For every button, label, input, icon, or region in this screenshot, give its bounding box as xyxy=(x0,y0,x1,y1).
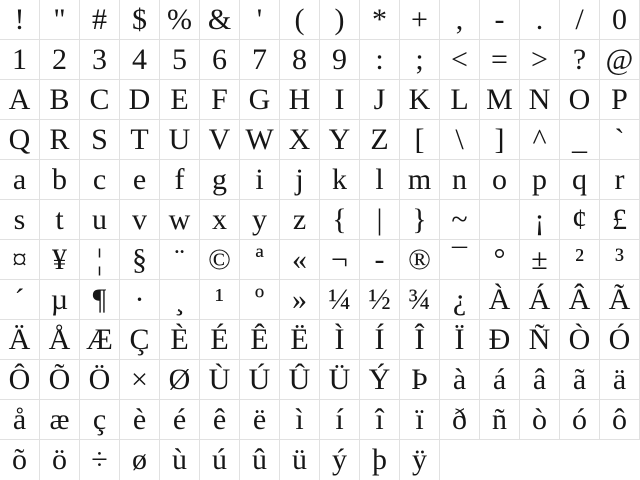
glyph-cell[interactable]: { xyxy=(320,200,360,240)
glyph-cell[interactable]: \ xyxy=(440,120,480,160)
glyph-cell[interactable]: C xyxy=(80,80,120,120)
glyph-cell[interactable]: D xyxy=(120,80,160,120)
glyph-cell[interactable]: > xyxy=(520,40,560,80)
glyph-cell[interactable]: ] xyxy=(480,120,520,160)
glyph-cell[interactable]: 8 xyxy=(280,40,320,80)
glyph-cell[interactable]: Ô xyxy=(0,360,40,400)
glyph-cell[interactable]: ¿ xyxy=(440,280,480,320)
glyph-cell[interactable]: 1 xyxy=(0,40,40,80)
glyph-cell[interactable]: i xyxy=(240,160,280,200)
glyph-cell[interactable]: Ö xyxy=(80,360,120,400)
glyph-cell[interactable]: c xyxy=(80,160,120,200)
glyph-cell[interactable]: ¸ xyxy=(160,280,200,320)
glyph-cell[interactable]: ã xyxy=(560,360,600,400)
glyph-cell[interactable]: & xyxy=(200,0,240,40)
glyph-cell[interactable]: Ý xyxy=(360,360,400,400)
empty-cell xyxy=(520,440,560,480)
empty-cell xyxy=(440,440,480,480)
empty-cell xyxy=(600,440,640,480)
glyph-cell[interactable]: I xyxy=(320,80,360,120)
glyph-cell[interactable]: À xyxy=(480,280,520,320)
glyph-cell[interactable]: Þ xyxy=(400,360,440,400)
glyph-cell[interactable]: ó xyxy=(560,400,600,440)
glyph-cell[interactable]: Ã xyxy=(600,280,640,320)
glyph-cell[interactable]: ¯ xyxy=(440,240,480,280)
glyph-cell[interactable]: è xyxy=(120,400,160,440)
glyph-cell[interactable]: à xyxy=(440,360,480,400)
glyph-cell[interactable]: ø xyxy=(120,440,160,480)
glyph-cell[interactable]: Ï xyxy=(440,320,480,360)
glyph-cell[interactable]: ê xyxy=(200,400,240,440)
glyph-cell[interactable]: j xyxy=(280,160,320,200)
glyph-cell[interactable]: ½ xyxy=(360,280,400,320)
glyph-cell[interactable]: Î xyxy=(400,320,440,360)
glyph-cell[interactable]: P xyxy=(600,80,640,120)
glyph-cell[interactable]: S xyxy=(80,120,120,160)
glyph-cell[interactable]: ª xyxy=(240,240,280,280)
glyph-cell[interactable]: f xyxy=(160,160,200,200)
glyph-cell[interactable]: p xyxy=(520,160,560,200)
glyph-cell[interactable]: w xyxy=(160,200,200,240)
glyph-cell[interactable]: ì xyxy=(280,400,320,440)
glyph-cell[interactable]: æ xyxy=(40,400,80,440)
glyph-cell[interactable]: ç xyxy=(80,400,120,440)
glyph-cell[interactable]: K xyxy=(400,80,440,120)
glyph-cell[interactable]: Á xyxy=(520,280,560,320)
glyph-cell[interactable]: © xyxy=(200,240,240,280)
glyph-cell[interactable]: = xyxy=(480,40,520,80)
glyph-cell[interactable]: Ü xyxy=(320,360,360,400)
glyph-cell[interactable]: Ä xyxy=(0,320,40,360)
glyph-cell[interactable]: ô xyxy=(600,400,640,440)
glyph-cell[interactable]: @ xyxy=(600,40,640,80)
glyph-cell[interactable]: Y xyxy=(320,120,360,160)
glyph-cell[interactable]: k xyxy=(320,160,360,200)
glyph-cell[interactable]: - xyxy=(360,240,400,280)
glyph-cell[interactable]: 0 xyxy=(600,0,640,40)
glyph-cell[interactable]: # xyxy=(80,0,120,40)
glyph-cell[interactable]: Ó xyxy=(600,320,640,360)
glyph-cell[interactable]: H xyxy=(280,80,320,120)
glyph-cell[interactable]: Ñ xyxy=(520,320,560,360)
glyph-cell[interactable]: R xyxy=(40,120,80,160)
glyph-cell[interactable]: ¥ xyxy=(40,240,80,280)
glyph-cell[interactable]: l xyxy=(360,160,400,200)
glyph-cell[interactable]: q xyxy=(560,160,600,200)
glyph-cell[interactable]: % xyxy=(160,0,200,40)
glyph-cell[interactable]: ¨ xyxy=(160,240,200,280)
glyph-cell[interactable]: ³ xyxy=(600,240,640,280)
glyph-cell[interactable]: F xyxy=(200,80,240,120)
glyph-cell[interactable]: < xyxy=(440,40,480,80)
glyph-cell[interactable]: â xyxy=(520,360,560,400)
glyph-cell[interactable]: ÷ xyxy=(80,440,120,480)
glyph-cell[interactable]: ò xyxy=(520,400,560,440)
glyph-cell[interactable]: T xyxy=(120,120,160,160)
glyph-cell[interactable]: ¬ xyxy=(320,240,360,280)
glyph-cell[interactable]: ë xyxy=(240,400,280,440)
glyph-cell[interactable]: ¾ xyxy=(400,280,440,320)
glyph-cell[interactable]: e xyxy=(120,160,160,200)
glyph-cell[interactable]: Æ xyxy=(80,320,120,360)
glyph-cell[interactable]: ý xyxy=(320,440,360,480)
glyph-cell[interactable]: ú xyxy=(200,440,240,480)
glyph-cell[interactable]: ü xyxy=(280,440,320,480)
glyph-cell[interactable]: Õ xyxy=(40,360,80,400)
glyph-cell[interactable]: Ë xyxy=(280,320,320,360)
glyph-cell[interactable]: x xyxy=(200,200,240,240)
glyph-cell[interactable]: B xyxy=(40,80,80,120)
glyph-cell[interactable]: Ì xyxy=(320,320,360,360)
glyph-cell[interactable]: ¶ xyxy=(80,280,120,320)
glyph-cell[interactable]: g xyxy=(200,160,240,200)
glyph-cell[interactable]: É xyxy=(200,320,240,360)
glyph-cell[interactable]: N xyxy=(520,80,560,120)
glyph-cell[interactable]: + xyxy=(400,0,440,40)
glyph-cell[interactable]: û xyxy=(240,440,280,480)
glyph-cell[interactable]: / xyxy=(560,0,600,40)
glyph-cell[interactable]: b xyxy=(40,160,80,200)
glyph-cell[interactable]: 6 xyxy=(200,40,240,80)
glyph-cell[interactable]: ä xyxy=(600,360,640,400)
glyph-cell[interactable]: ñ xyxy=(480,400,520,440)
glyph-cell[interactable]: V xyxy=(200,120,240,160)
glyph-cell[interactable]: Í xyxy=(360,320,400,360)
glyph-cell[interactable]: 5 xyxy=(160,40,200,80)
glyph-cell[interactable]: Û xyxy=(280,360,320,400)
glyph-cell[interactable]: : xyxy=(360,40,400,80)
glyph-cell[interactable]: ´ xyxy=(0,280,40,320)
glyph-cell[interactable]: î xyxy=(360,400,400,440)
glyph-cell[interactable]: ¦ xyxy=(80,240,120,280)
glyph-cell[interactable]: ^ xyxy=(520,120,560,160)
glyph-cell[interactable]: » xyxy=(280,280,320,320)
glyph-cell[interactable]: , xyxy=(440,0,480,40)
glyph-cell[interactable]: × xyxy=(120,360,160,400)
glyph-cell[interactable]: ~ xyxy=(440,200,480,240)
glyph-cell[interactable]: Ò xyxy=(560,320,600,360)
glyph-cell[interactable]: ' xyxy=(240,0,280,40)
glyph-cell[interactable]: L xyxy=(440,80,480,120)
glyph-cell[interactable]: ) xyxy=(320,0,360,40)
glyph-cell[interactable]: £ xyxy=(600,200,640,240)
glyph-cell[interactable]: 7 xyxy=(240,40,280,80)
glyph-cell[interactable]: · xyxy=(120,280,160,320)
glyph-cell[interactable]: - xyxy=(480,0,520,40)
glyph-cell[interactable]: . xyxy=(520,0,560,40)
glyph-cell[interactable]: z xyxy=(280,200,320,240)
glyph-cell[interactable]: 9 xyxy=(320,40,360,80)
glyph-cell[interactable]: ! xyxy=(0,0,40,40)
glyph-cell[interactable]: _ xyxy=(560,120,600,160)
glyph-cell[interactable]: n xyxy=(440,160,480,200)
empty-cell xyxy=(480,440,520,480)
glyph-cell[interactable]: ( xyxy=(280,0,320,40)
glyph-cell[interactable]: | xyxy=(360,200,400,240)
glyph-cell[interactable]: ; xyxy=(400,40,440,80)
glyph-cell[interactable]: m xyxy=(400,160,440,200)
glyph-cell[interactable]: 4 xyxy=(120,40,160,80)
glyph-cell[interactable]: ù xyxy=(160,440,200,480)
glyph-cell[interactable]: á xyxy=(480,360,520,400)
glyph-cell[interactable]: í xyxy=(320,400,360,440)
glyph-cell[interactable]: å xyxy=(0,400,40,440)
glyph-cell[interactable]: W xyxy=(240,120,280,160)
glyph-cell[interactable]: ¼ xyxy=(320,280,360,320)
glyph-cell[interactable]: X xyxy=(280,120,320,160)
glyph-cell[interactable]: 3 xyxy=(80,40,120,80)
glyph-cell[interactable]: Ç xyxy=(120,320,160,360)
glyph-cell[interactable]: ? xyxy=(560,40,600,80)
glyph-cell[interactable]: G xyxy=(240,80,280,120)
glyph-cell[interactable]: ° xyxy=(480,240,520,280)
glyph-cell[interactable]: } xyxy=(400,200,440,240)
glyph-cell[interactable]: Ú xyxy=(240,360,280,400)
glyph-cell[interactable]: ® xyxy=(400,240,440,280)
glyph-cell[interactable]: s xyxy=(0,200,40,240)
glyph-cell[interactable]: t xyxy=(40,200,80,240)
empty-cell xyxy=(560,440,600,480)
glyph-cell[interactable]: ² xyxy=(560,240,600,280)
glyph-cell[interactable]: M xyxy=(480,80,520,120)
glyph-cell[interactable]: ¤ xyxy=(0,240,40,280)
glyph-cell[interactable]: v xyxy=(120,200,160,240)
glyph-cell[interactable]: [ xyxy=(400,120,440,160)
glyph-cell[interactable]: Q xyxy=(0,120,40,160)
glyph-cell[interactable]: A xyxy=(0,80,40,120)
glyph-cell[interactable]: Ê xyxy=(240,320,280,360)
glyph-cell[interactable]: þ xyxy=(360,440,400,480)
glyph-cell[interactable]: Z xyxy=(360,120,400,160)
glyph-cell[interactable]: ¡ xyxy=(520,200,560,240)
glyph-cell[interactable]: u xyxy=(80,200,120,240)
glyph-cell[interactable]: Ð xyxy=(480,320,520,360)
glyph-cell[interactable]: Å xyxy=(40,320,80,360)
glyph-cell[interactable]: È xyxy=(160,320,200,360)
glyph-cell[interactable]: é xyxy=(160,400,200,440)
glyph-cell[interactable]: r xyxy=(600,160,640,200)
glyph-cell[interactable] xyxy=(480,200,520,240)
glyph-cell[interactable]: Â xyxy=(560,280,600,320)
glyph-cell[interactable]: ð xyxy=(440,400,480,440)
glyph-cell[interactable]: o xyxy=(480,160,520,200)
glyph-cell[interactable]: ï xyxy=(400,400,440,440)
glyph-cell[interactable]: a xyxy=(0,160,40,200)
glyph-cell[interactable]: Ø xyxy=(160,360,200,400)
glyph-cell[interactable]: ¢ xyxy=(560,200,600,240)
glyph-cell[interactable]: Ù xyxy=(200,360,240,400)
glyph-cell[interactable]: $ xyxy=(120,0,160,40)
glyph-cell[interactable]: " xyxy=(40,0,80,40)
glyph-cell[interactable]: * xyxy=(360,0,400,40)
glyph-cell[interactable]: 2 xyxy=(40,40,80,80)
glyph-cell[interactable]: õ xyxy=(0,440,40,480)
glyph-cell[interactable]: ö xyxy=(40,440,80,480)
glyph-cell[interactable]: § xyxy=(120,240,160,280)
glyph-cell[interactable]: ` xyxy=(600,120,640,160)
glyph-cell[interactable]: J xyxy=(360,80,400,120)
glyph-cell[interactable]: ± xyxy=(520,240,560,280)
glyph-cell[interactable]: « xyxy=(280,240,320,280)
glyph-cell[interactable]: U xyxy=(160,120,200,160)
glyph-cell[interactable]: µ xyxy=(40,280,80,320)
glyph-cell[interactable]: ¹ xyxy=(200,280,240,320)
glyph-cell[interactable]: O xyxy=(560,80,600,120)
glyph-cell[interactable]: y xyxy=(240,200,280,240)
glyph-cell[interactable]: º xyxy=(240,280,280,320)
glyph-cell[interactable]: ÿ xyxy=(400,440,440,480)
glyph-cell[interactable]: E xyxy=(160,80,200,120)
